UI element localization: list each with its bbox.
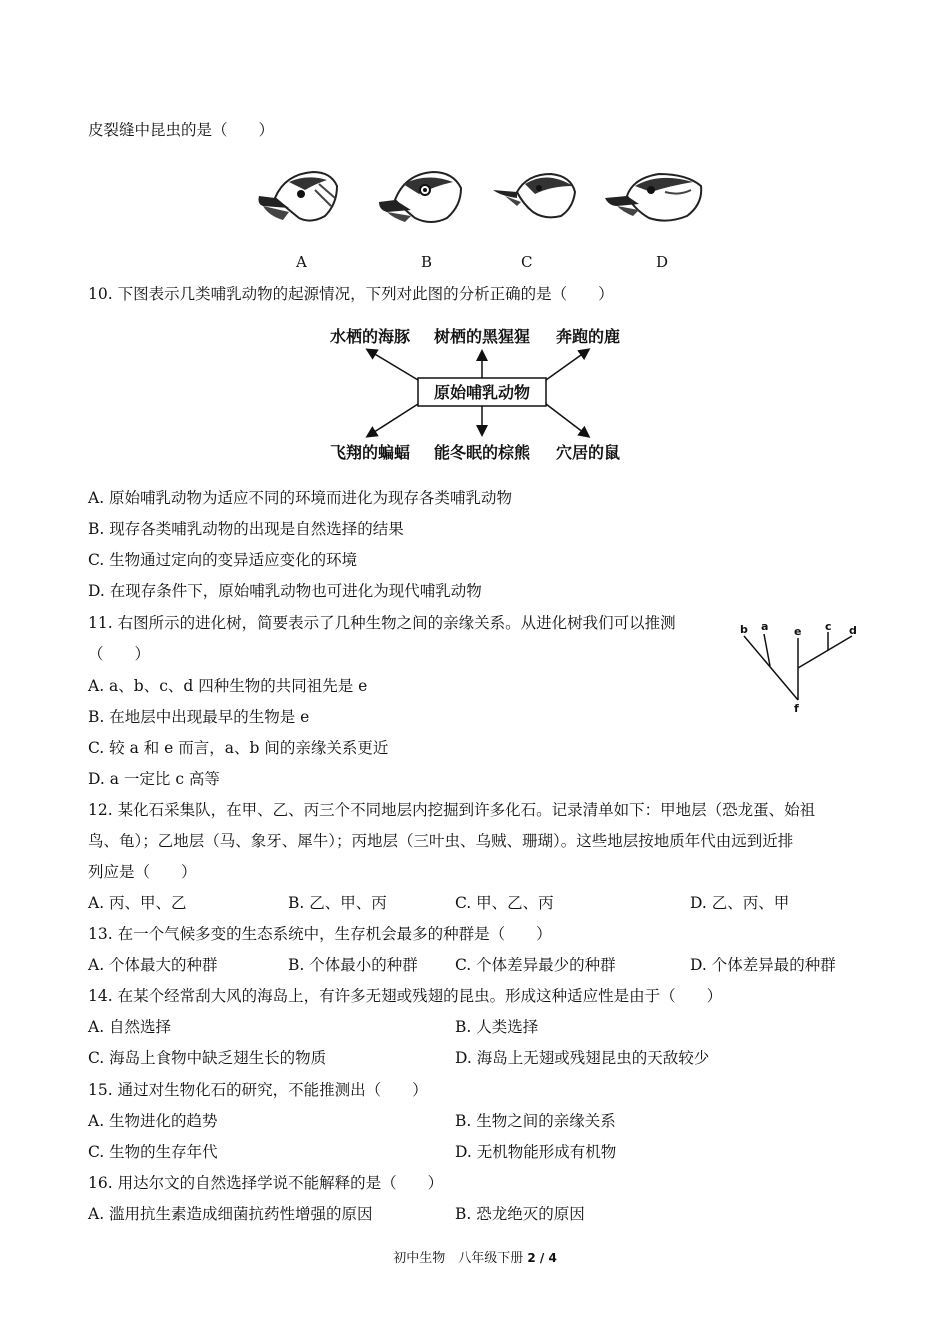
q11-option-c: C. 较 a 和 e 而言，a、b 间的亲缘关系更近 [88,739,389,757]
q11-stem: 11. 右图所示的进化树，简要表示了几种生物之间的亲缘关系。从进化树我们可以推测 [88,614,676,632]
q15-option-b: B. 生物之间的亲缘关系 [455,1112,616,1130]
bird-head-a [259,172,338,221]
beak-label-c: C [521,253,533,271]
diagram-arrow-bottom-left [368,404,418,436]
diagram-top-right: 奔跑的鹿 [555,327,621,346]
q12-line-1: 12. 某化石采集队，在甲、乙、丙三个不同地层内挖掘到许多化石。记录清单如下：甲地层（恐龙蛋、始祖 [88,801,816,819]
page-footer [0,1247,950,1266]
tree-label-d: d [849,624,857,637]
beak-label-b: B [421,253,433,271]
diagram-bottom-left: 飞翔的蝙蝠 [329,443,411,462]
q12-option-b: B. 乙、甲、丙 [288,894,387,912]
diagram-top-center: 树栖的黑猩猩 [433,327,531,346]
q14-option-a: A. 自然选择 [88,1018,172,1036]
evolution-tree [730,618,870,718]
q16-option-a: A. 滥用抗生素造成细菌抗药性增强的原因 [88,1205,373,1223]
q13-option-c: C. 个体差异最少的种群 [455,956,616,974]
beak-figure [255,160,705,240]
q10-option-a: A. 原始哺乳动物为适应不同的环境而进化为现存各类哺乳动物 [88,489,513,507]
q14-option-b: B. 人类选择 [455,1018,539,1036]
q15-option-c: C. 生物的生存年代 [88,1143,218,1161]
q13-option-b: B. 个体最小的种群 [288,956,418,974]
q14-option-d: D. 海岛上无翅或残翅昆虫的天敌较少 [455,1049,710,1067]
tree-branch-d [798,636,852,668]
q15-option-a: A. 生物进化的趋势 [88,1112,218,1130]
tree-label-f: f [794,702,799,715]
q13-option-a: A. 个体最大的种群 [88,956,218,974]
diagram-center-label: 原始哺乳动物 [433,383,531,402]
q10-option-c: C. 生物通过定向的变异适应变化的环境 [88,551,358,569]
q10-option-d: D. 在现存条件下，原始哺乳动物也可进化为现代哺乳动物 [88,582,482,600]
tree-branch-b [744,636,798,700]
tree-label-b: b [740,623,748,636]
tree-label-a: a [761,620,769,633]
q12-line-3: 列应是（ ） [88,863,197,881]
tree-label-c: c [825,620,832,633]
mammal-origin-diagram [320,318,640,468]
q11-option-a: A. a、b、c、d 四种生物的共同祖先是 e [88,677,368,695]
footer-page-number: 2 / 4 [527,1251,557,1265]
q12-line-2: 鸟、龟）；乙地层（马、象牙、犀牛）；丙地层（三叶虫、乌贼、珊瑚）。这些地层按地质年代由远到近排 [88,832,794,850]
q12-option-a: A. 丙、甲、乙 [88,894,187,912]
beak-label-a: A [296,253,307,271]
q12-option-d: D. 乙、丙、甲 [690,894,790,912]
q10-option-b: B. 现存各类哺乳动物的出现是自然选择的结果 [88,520,404,538]
q15-stem: 15. 通过对生物化石的研究，不能推测出（ ） [88,1081,428,1099]
bird-head-c [493,174,575,217]
diagram-arrow-top-left [368,350,418,380]
bird-head-b [379,172,461,222]
diagram-arrow-top-right [546,350,588,380]
q11-option-b: B. 在地层中出现最早的生物是 e [88,708,310,726]
q13-option-d: D. 个体差异最的种群 [690,956,836,974]
bird-head-d [605,174,701,221]
footer-subject: 初中生物 八年级下册 [393,1251,524,1266]
q11-option-d: D. a 一定比 c 高等 [88,770,220,788]
q12-option-c: C. 甲、乙、丙 [455,894,554,912]
q10-stem: 10. 下图表示几类哺乳动物的起源情况，下列对此图的分析正确的是（ ） [88,285,614,303]
diagram-top-left: 水栖的海豚 [329,327,411,346]
q15-option-d: D. 无机物能形成有机物 [455,1143,617,1161]
tree-label-e: e [794,625,802,638]
q16-stem: 16. 用达尔文的自然选择学说不能解释的是（ ） [88,1174,444,1192]
q14-stem: 14. 在某个经常刮大风的海岛上，有许多无翅或残翅的昆虫。形成这种适应性是由于（ ） [88,987,723,1005]
q16-option-b: B. 恐龙绝灭的原因 [455,1205,585,1223]
diagram-arrow-bottom-right [546,404,588,436]
intro-line: 皮裂缝中昆虫的是（ ） [88,121,275,139]
q11-paren: （ ） [88,645,151,663]
diagram-bottom-center: 能冬眠的棕熊 [433,443,531,462]
diagram-bottom-right: 穴居的鼠 [555,443,621,462]
beak-label-d: D [656,253,669,271]
q14-option-c: C. 海岛上食物中缺乏翅生长的物质 [88,1049,327,1067]
q13-stem: 13. 在一个气候多变的生态系统中，生存机会最多的种群是（ ） [88,925,552,943]
